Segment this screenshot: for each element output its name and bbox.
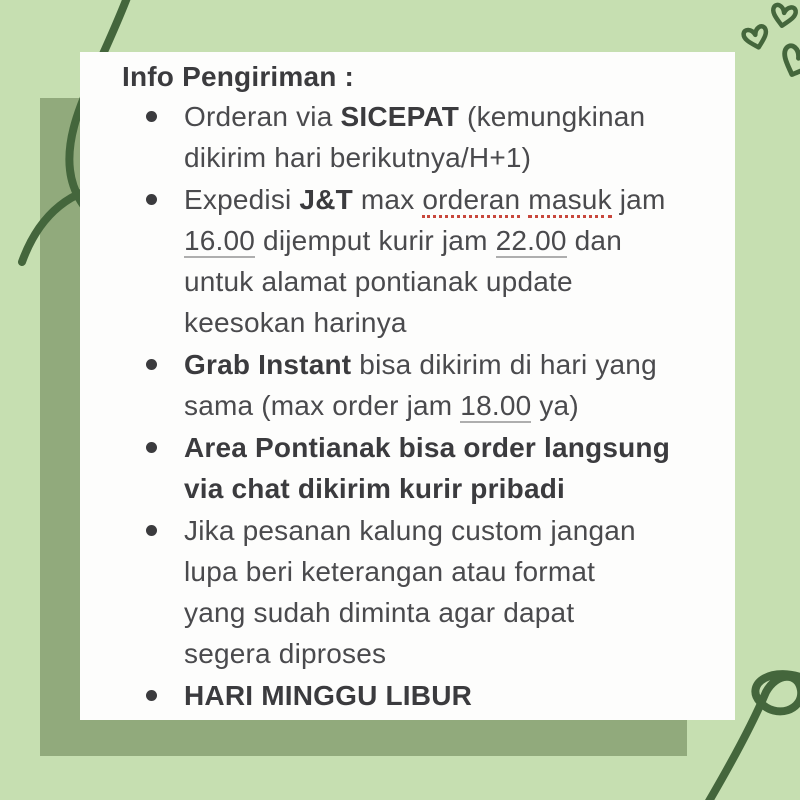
text-line [184, 510, 725, 551]
text-segment: 22.00 [495, 225, 567, 256]
list-item [146, 427, 725, 509]
text-segment: lupa beri keterangan atau format [184, 556, 596, 587]
text-segment: orderan [422, 184, 520, 218]
text-segment: yang sudah diminta agar dapat [184, 597, 575, 628]
bullet-text [184, 675, 725, 716]
page-title: Info Pengiriman : [122, 61, 355, 92]
text-line [184, 633, 725, 674]
text-line [184, 675, 725, 716]
text-line [184, 261, 725, 302]
text-segment: masuk [528, 184, 611, 218]
text-segment: keesokan harinya [184, 307, 407, 338]
text-segment: Jika pesanan kalung custom jangan [184, 515, 636, 546]
list-item [146, 344, 725, 426]
list-item [146, 179, 725, 343]
text-segment: dijemput kurir jam [255, 225, 496, 256]
list-item [146, 675, 725, 716]
text-line [184, 302, 725, 343]
list-item [146, 96, 725, 178]
text-segment: bisa dikirim di hari yang [351, 349, 657, 380]
text-segment: jam [611, 184, 666, 215]
text-segment: segera diproses [184, 638, 387, 669]
list-item [146, 510, 725, 674]
text-segment: via chat dikirim kurir pribadi [184, 473, 566, 504]
text-line [184, 96, 725, 137]
text-segment: J&T [299, 184, 353, 215]
text-segment: ya) [531, 390, 579, 421]
text-line [184, 344, 725, 385]
text-segment: max [352, 184, 423, 215]
text-segment: (kemungkinan [459, 101, 646, 132]
text-segment: SICEPAT [340, 101, 460, 132]
text-segment: sama (max order jam [184, 390, 461, 421]
bullet-icon [146, 194, 157, 205]
heart-icon [743, 25, 770, 50]
text-line [184, 592, 725, 633]
text-segment: untuk alamat pontianak update [184, 266, 573, 297]
heart-icon [778, 44, 800, 80]
text-segment: dan [566, 225, 622, 256]
text-line [184, 137, 725, 178]
bullet-icon [146, 525, 157, 536]
text-segment: 16.00 [184, 225, 256, 256]
bullet-text [184, 344, 725, 426]
text-segment: Orderan via [184, 101, 341, 132]
text-segment: Grab Instant [184, 349, 352, 380]
bullet-icon [146, 111, 157, 122]
text-segment: dikirim hari berikutnya/H+1) [184, 142, 532, 173]
hearts-doodle-top-right-icon [725, 0, 800, 100]
text-segment: Area Pontianak bisa order langsung [184, 432, 671, 463]
shipping-info-list [120, 96, 725, 716]
bullet-text [184, 427, 725, 509]
bullet-text [184, 179, 725, 343]
bullet-icon [146, 359, 157, 370]
text-segment: Expedisi [184, 184, 300, 215]
bullet-icon [146, 690, 157, 701]
text-line [184, 385, 725, 426]
text-segment: 18.00 [460, 390, 532, 421]
info-card [80, 52, 735, 720]
text-line [184, 220, 725, 261]
text-line [184, 551, 725, 592]
text-line [184, 468, 725, 509]
text-line [184, 427, 725, 468]
bullet-text [184, 96, 725, 178]
bullet-icon [146, 442, 157, 453]
bullet-text [184, 510, 725, 674]
heart-icon [771, 4, 797, 27]
text-segment: HARI MINGGU LIBUR [184, 680, 473, 711]
text-line [184, 179, 725, 220]
